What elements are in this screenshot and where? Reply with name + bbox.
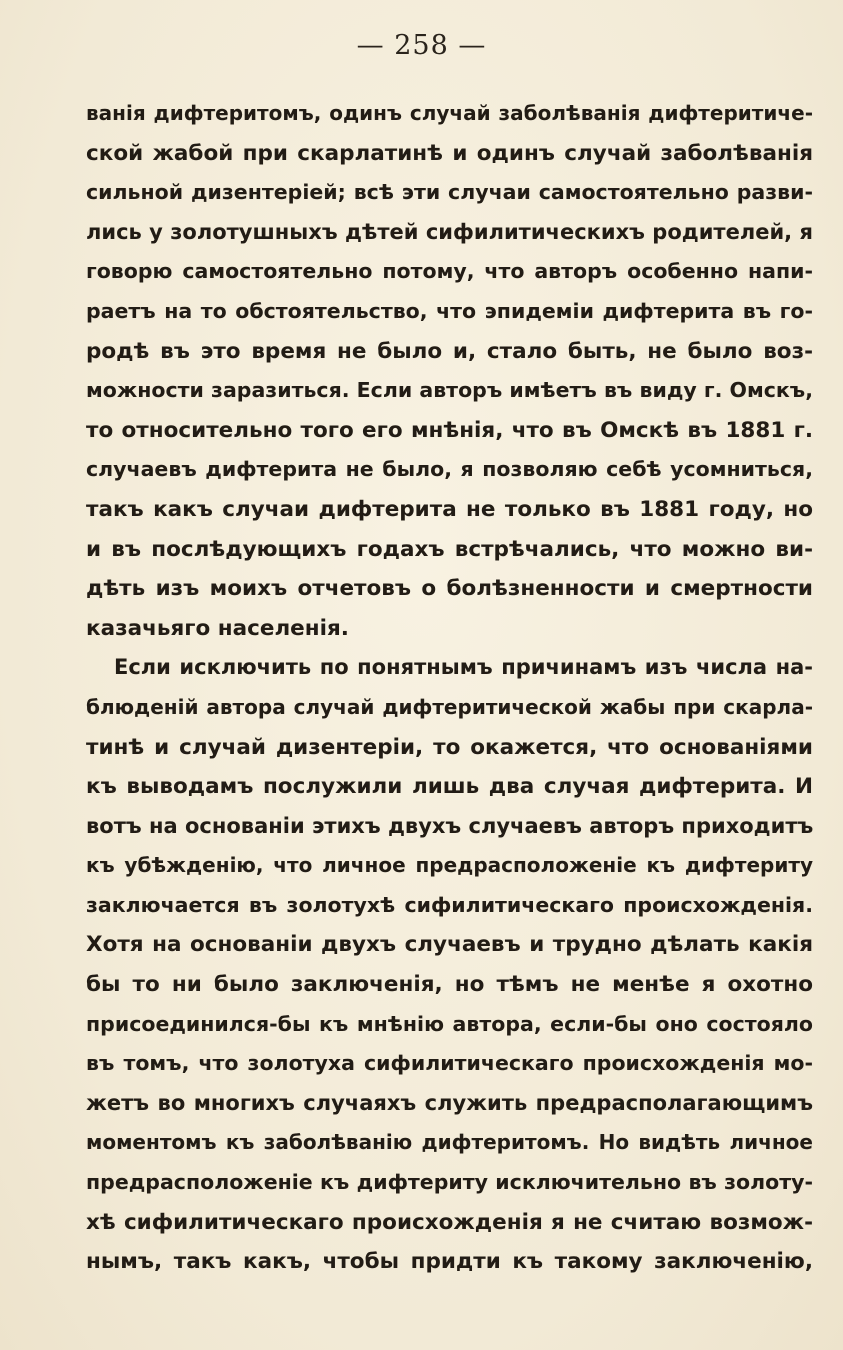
text-line: такъ какъ случаи дифтерита не только въ 1881 году, но	[86, 496, 813, 522]
text-line: ванія дифтеритомъ, одинъ случай заболѣванія дифтеритиче-	[86, 101, 813, 125]
text-line: ской жабой при скарлатинѣ и одинъ случай заболѣванія	[86, 140, 813, 166]
text-line: дѣть изъ моихъ отчетовъ о болѣзненности и смертности	[86, 576, 813, 602]
text-line: казачьяго населенія.	[86, 615, 349, 641]
text-line: предрасположеніе къ дифтериту исключительно въ золоту-	[86, 1170, 813, 1195]
text-line: къ выводамъ послужили лишь два случая дифтерита. И	[86, 774, 813, 800]
text-line: вотъ на основаніи этихъ двухъ случаевъ авторъ приходитъ	[86, 813, 813, 838]
text-line: и въ послѣдующихъ годахъ встрѣчались, что можно ви-	[86, 536, 813, 562]
text-line: бы то ни было заключенія, но тѣмъ не менѣе я охотно	[86, 972, 813, 998]
paragraph-1	[86, 94, 813, 648]
text-line: Если исключить по понятнымъ причинамъ изъ числа на-	[114, 655, 813, 680]
text-line: тинѣ и случай дизентеріи, то окажется, что основаніями	[86, 734, 813, 760]
text-line: блюденій автора случай дифтеритической жабы при скарла-	[86, 694, 813, 719]
text-line: говорю самостоятельно потому, что авторъ особенно напи-	[86, 259, 813, 284]
text-line: въ томъ, что золотуха сифилитическаго происхожденія мо-	[86, 1051, 813, 1076]
text-line: лись у золотушныхъ дѣтей сифилитическихъ родителей, я	[86, 219, 813, 244]
text-line: то относительно того его мнѣнія, что въ Омскѣ въ 1881 г.	[86, 417, 813, 443]
text-line: сильной дизентеріей; всѣ эти случаи самостоятельно разви-	[86, 180, 813, 205]
text-line: Хотя на основаніи двухъ случаевъ и трудно дѣлать какія	[86, 932, 813, 958]
text-line: раетъ на то обстоятельство, что эпидеміи дифтерита въ го-	[86, 298, 813, 323]
text-line: хѣ сифилитическаго происхожденія я не считаю возмож-	[86, 1209, 813, 1235]
text-line: присоединился-бы къ мнѣнію автора, если-бы оно состояло	[86, 1011, 813, 1036]
text-line: нымъ, такъ какъ, чтобы придти къ такому заключенію,	[86, 1249, 813, 1275]
page-number: — 258 —	[356, 30, 487, 61]
text-line: жетъ во многихъ случаяхъ служить предрасполагающимъ	[86, 1090, 813, 1115]
text-line: моментомъ къ заболѣванію дифтеритомъ. Но видѣть личное	[86, 1130, 813, 1155]
text-line: къ убѣжденію, что личное предрасположеніе къ дифтериту	[86, 853, 813, 878]
paragraph-2	[86, 648, 813, 1282]
text-line: случаевъ дифтерита не было, я позволяю себѣ усомниться,	[86, 457, 813, 482]
body-text	[86, 94, 813, 1282]
text-line: заключается въ золотухѣ сифилитическаго происхожденія.	[86, 892, 813, 917]
text-line: родѣ въ это время не было и, стало быть, не было воз-	[86, 338, 813, 364]
text-line: можности заразиться. Если авторъ имѣетъ въ виду г. Омскъ,	[86, 378, 813, 403]
